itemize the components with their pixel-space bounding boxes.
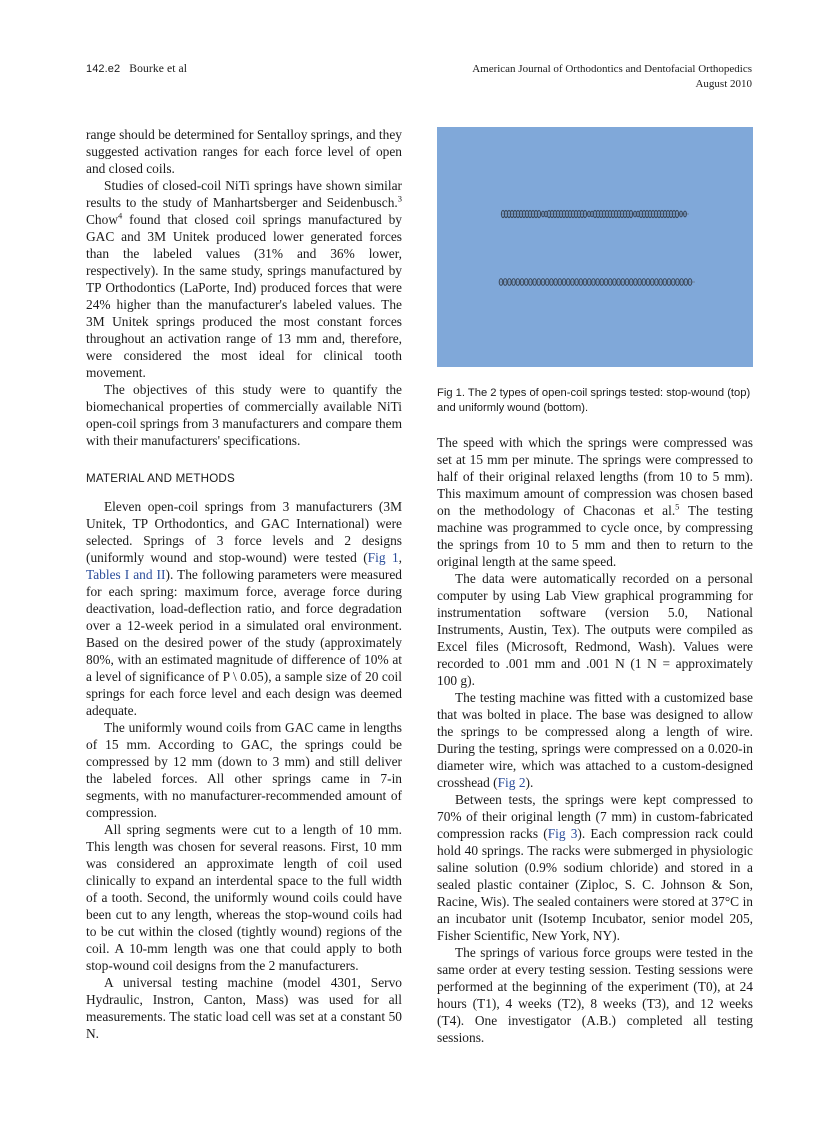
figure-link[interactable]: Fig 2 [497,775,526,790]
figure-caption: Fig 1. The 2 types of open-coil springs tested: stop-wound (top) and uniformly wound (bottom). [437,387,751,414]
figure-link[interactable]: Fig 1 [367,550,399,565]
reference-marker[interactable]: 3 [397,193,402,204]
paragraph: A universal testing machine (model 4301, Servo Hydraulic, Instron, Canton, Mass) was used for all measurements. The static load cell was set at a constant 50 N. [86,975,402,1041]
issue-date: August 2010 [695,77,752,90]
paragraph: The objectives of this study were to quantify the biomechanical properties of commercially available NiTi open-coil springs from 3 manufacturers and compare them with their manufacturers' specifications. [86,382,402,448]
paragraph: The uniformly wound coils from GAC came in lengths of 15 mm. According to GAC, the springs could be compressed by 12 mm (down to 3 mm) and still deliver the labeled forces. All other springs came in 7-in segments, with no manufacturer-recommended amount of compression. [86,720,402,820]
section-heading: MATERIAL AND METHODS [86,472,235,485]
running-authors: Bourke et al [129,62,188,75]
reference-marker[interactable]: 4 [118,210,123,221]
paragraph: Studies of closed-coil NiTi springs have shown similar results to the study of Manhartsberger and Seidenbusch.$^3$ Chow$^4$ found that closed coil springs manufactured by GAC and 3M Unitek produced lower generated forces than the labeled values (31% and 36% lower, respectively). In the same study, springs manufactured by TP Orthodontics (LaPorte, Ind) produced forces that were 24% higher than the manufacturer's labeled values. The 3M Unitek springs produced the most constant forces throughout an activation range of 13 mm and, therefore, were considered the most ideal for clinical tooth movement. [86,178,402,380]
right-column [437,434,753,1046]
coil-springs-photo [437,127,753,367]
stop-wound-spring [501,210,689,217]
paragraph: Eleven open-coil springs from 3 manufacturers (3M Unitek, TP Orthodontics, and GAC International) were selected. Springs of 3 force levels and 2 designs (uniformly wound and stop-wound) were tested (Fig 1, Tables I and II). The following parameters were measured for each spring: maximum force, average force during deactivation, load-deflection ratio, and force degradation over a 12-week period in a simulated oral environment. Based on the desired power of the study (approximately 80%, with an estimated magnitude of difference of 10% at a level of significance of P \ 0.05), a sample size of 20 coil springs for each force level and each design was deemed adequate. [86,499,402,718]
paragraph: All spring segments were cut to a length of 10 mm. This length was chosen for several reasons. First, 10 mm was considered an approximate length of coil used clinically to expand an interdental space to the full width of a tooth. Second, the uniformly wound coils could have been cut to any length, whereas the stop-wound coils had to be cut within the closed (tightly wound) regions of the coil. A 10-mm length was one that could apply to both stop-wound coil designs from the 2 manufacturers. [86,822,402,973]
paragraph: The springs of various force groups were tested in the same order at every testing session. Testing sessions were performed at the beginning of the experiment (T0), at 24 hours (T1), 4 weeks (T2), 8 weeks (T3), and 12 weeks (T4). One investigator (A.B.) completed all testing sessions. [437,945,753,1045]
table-link[interactable]: Tables I and II [86,567,166,582]
paragraph: The data were automatically recorded on a personal computer by using Lab View graphical programming for instrumentation software (version 5.0, National Instruments, Austin, Tex). The outputs were compiled as Excel files (Microsoft, Redmond, Wash). Values were recorded to .001 mm and .001 N (1 N = approximately 100 g). [437,571,753,688]
page-number: 142.e2 [86,63,121,75]
running-header-left [86,62,187,75]
reference-marker[interactable]: 5 [675,501,680,512]
uniformly-wound-spring [499,279,695,286]
figure-image [437,127,753,367]
journal-name: American Journal of Orthodontics and Dentofacial Orthopedics [472,63,752,75]
figure-link[interactable]: Fig 3 [547,826,578,841]
paragraph: range should be determined for Sentalloy springs, and they suggested activation ranges for each force level of open and closed coils. [86,127,402,176]
paragraph: The testing machine was fitted with a customized base that was bolted in place. The base was designed to allow the springs to be compressed along a length of wire. During the testing, springs were compressed on a 0.020-in diameter wire, which was attached to a custom-designed crosshead (Fig 2). [437,690,753,790]
running-header-right [472,62,752,91]
paragraph: The speed with which the springs were compressed was set at 15 mm per minute. The springs were compressed to half of their original relaxed lengths (from 10 to 5 mm). This maximum amount of compression was chosen based on the methodology of Chaconas et al.$^5$ The testing machine was programmed to cycle once, by compressing the springs from 10 to 5 mm and then to return to the original length at the same speed. [437,435,753,569]
left-column [86,126,402,1042]
paragraph: Between tests, the springs were kept compressed to 70% of their original length (7 mm) in custom-fabricated compression racks (Fig 3). Each compression rack could hold 40 springs. The racks were submerged in physiologic saline solution (0.9% sodium chloride) and stored in a sealed plastic container (Ziploc, S. C. Johnson & Son, Racine, Wis). The sealed containers were stored at 37°C in an incubator unit (Isotemp Incubator, senior model 205, Fisher Scientific, New York, NY). [437,792,754,943]
